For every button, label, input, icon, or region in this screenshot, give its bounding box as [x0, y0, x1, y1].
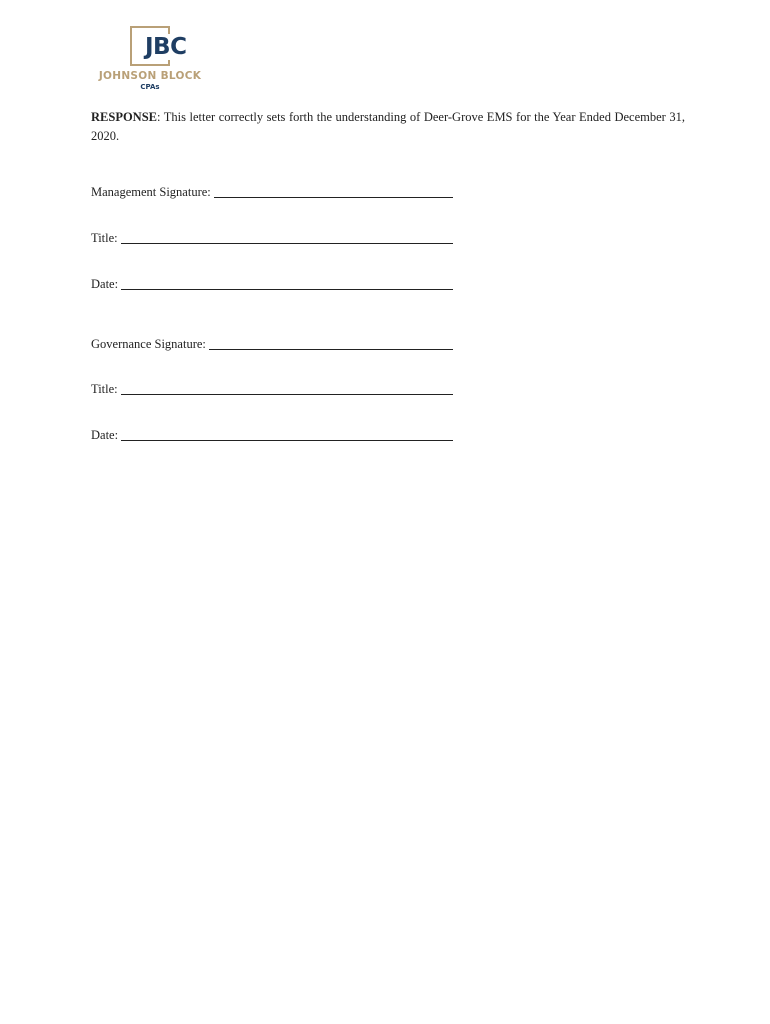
- management-title-line[interactable]: [121, 231, 453, 244]
- management-signature-label: Management Signature:: [91, 185, 211, 199]
- management-date-line[interactable]: [121, 277, 453, 290]
- governance-date-field[interactable]: [91, 427, 453, 443]
- management-signature-line[interactable]: [214, 185, 453, 198]
- management-date-label: Date:: [91, 277, 119, 291]
- management-date-field[interactable]: [91, 276, 453, 292]
- governance-title-label: Title:: [91, 382, 118, 396]
- management-title-field[interactable]: [91, 230, 453, 246]
- governance-signature-label: Governance Signature:: [91, 337, 206, 351]
- governance-date-line[interactable]: [121, 428, 453, 441]
- response-text: : This letter correctly sets forth the understanding of Deer-Grove EMS for the Year Ended December 31, 2020.: [91, 110, 685, 143]
- logo-mark: JBC: [145, 34, 187, 60]
- governance-signature-field[interactable]: [91, 336, 453, 352]
- management-signature-field[interactable]: [91, 184, 453, 200]
- governance-signature-line[interactable]: [209, 337, 453, 350]
- response-paragraph: [91, 108, 685, 146]
- logo-company-name: JOHNSON BLOCK: [98, 70, 202, 82]
- management-title-label: Title:: [91, 231, 118, 245]
- governance-date-label: Date:: [91, 428, 119, 442]
- logo-subtitle: CPAs: [140, 83, 160, 91]
- response-lead: RESPONSE: [91, 110, 157, 124]
- company-logo: [92, 26, 208, 94]
- governance-title-field[interactable]: [91, 381, 453, 397]
- governance-title-line[interactable]: [121, 382, 453, 395]
